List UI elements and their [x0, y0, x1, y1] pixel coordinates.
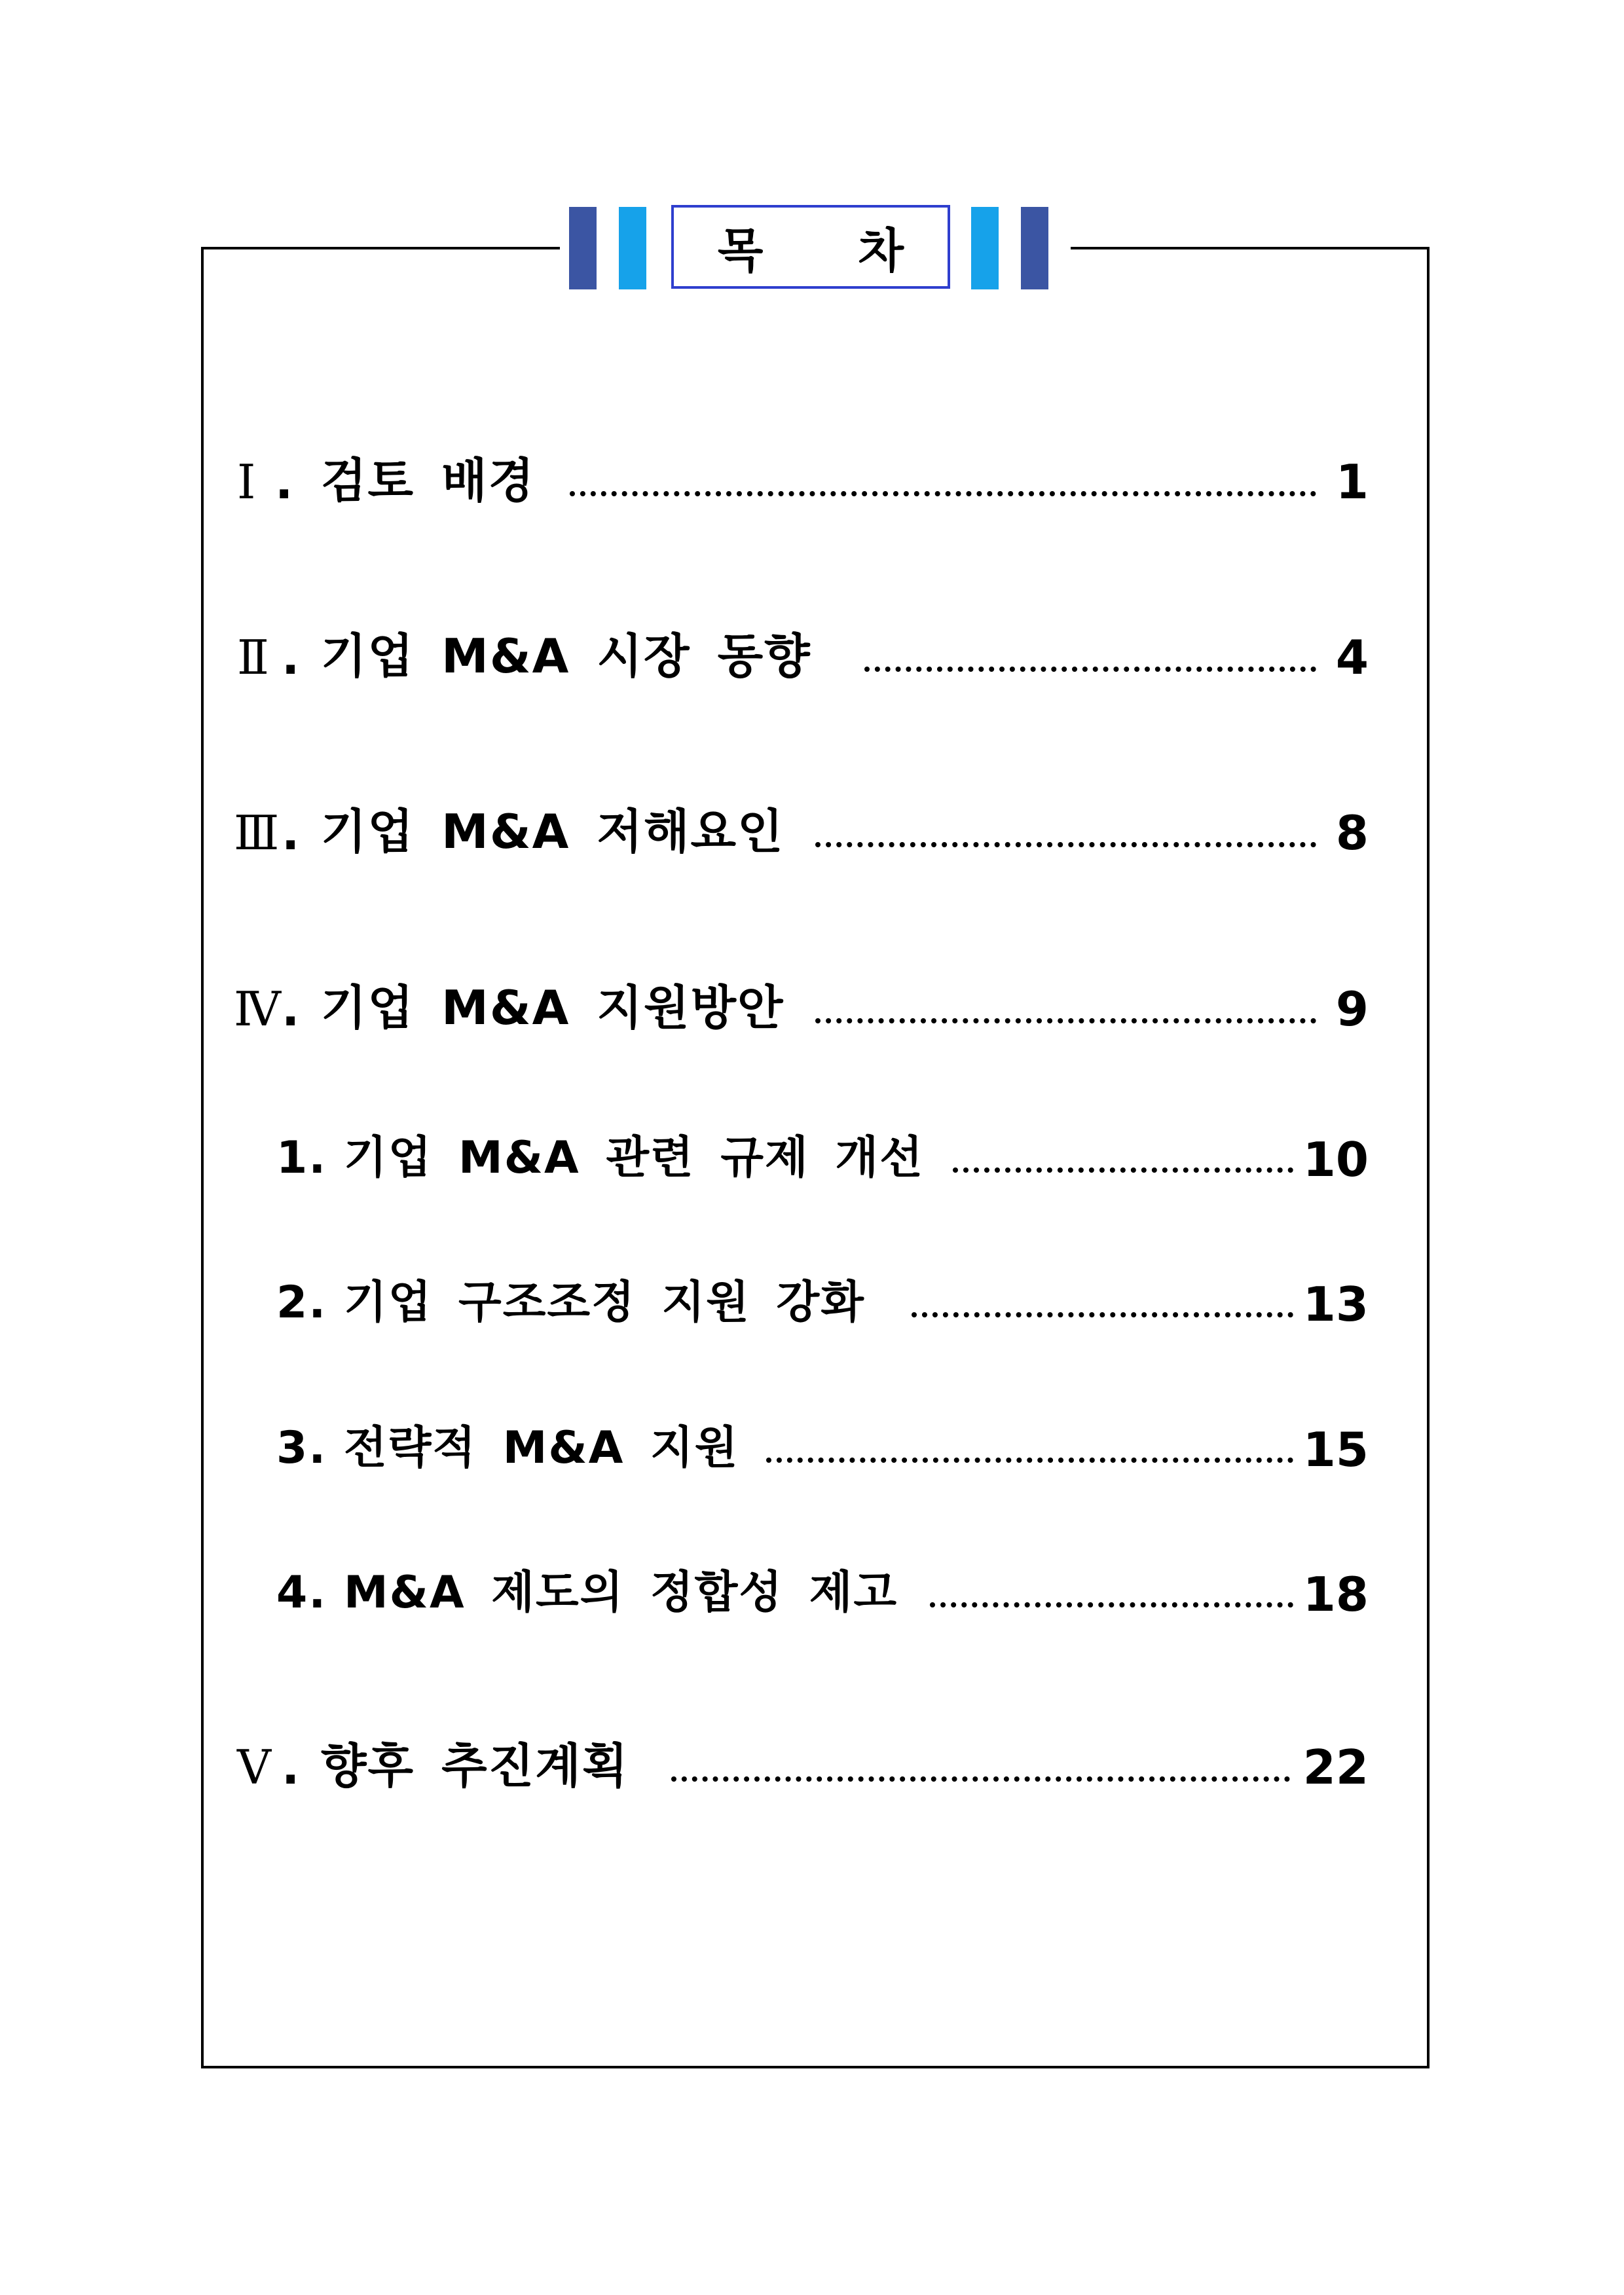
toc-page: 9: [1335, 982, 1369, 1037]
toc-label: 검토 배경: [321, 453, 536, 508]
toc-leader: [766, 1458, 1293, 1463]
toc-leader: [570, 491, 1316, 496]
toc-title: 목 차: [671, 205, 950, 289]
title-bar-left-dark: [569, 207, 597, 289]
toc-separator: .: [282, 805, 300, 860]
toc-subitem-number: 3.: [276, 1422, 327, 1474]
toc-label: 전략적 M&A 지원: [344, 1422, 739, 1474]
toc-label: 기업 구조조정 지원 강화: [344, 1277, 865, 1329]
toc-subitem-number: 1.: [276, 1132, 327, 1184]
toc-subitem-number: 2.: [276, 1277, 327, 1329]
toc-page: 13: [1302, 1277, 1369, 1332]
toc-leader: [671, 1776, 1290, 1782]
toc-numeral: Ⅰ: [237, 454, 256, 509]
toc-page: 18: [1302, 1567, 1369, 1622]
toc-numeral: Ⅴ: [237, 1740, 271, 1795]
title-bar-right-light: [971, 207, 999, 289]
title-bar-right-dark: [1021, 207, 1048, 289]
toc-page: 22: [1302, 1740, 1369, 1795]
toc-page: 4: [1335, 630, 1369, 685]
toc-item-3[interactable]: [0, 803, 1624, 875]
toc-page: 1: [1335, 454, 1369, 509]
toc-separator: .: [275, 454, 293, 509]
toc-item-4[interactable]: [0, 979, 1624, 1051]
toc-numeral: Ⅱ: [237, 630, 269, 685]
toc-label: 기업 M&A 저해요인: [321, 804, 784, 859]
toc-subitem-number: 4.: [276, 1567, 327, 1619]
toc-subitem-2[interactable]: [0, 1274, 1624, 1346]
toc-label: 향후 추진계획: [321, 1738, 629, 1793]
toc-subitem-4[interactable]: [0, 1564, 1624, 1636]
title-bar-left-light: [619, 207, 646, 289]
toc-label: 기업 M&A 지원방안: [321, 980, 784, 1035]
toc-title-banner: [560, 203, 1071, 292]
toc-item-1[interactable]: [0, 452, 1624, 524]
toc-page: 15: [1302, 1422, 1369, 1477]
toc-label: 기업 M&A 시장 동향: [321, 629, 811, 684]
toc-label: M&A 제도의 정합성 제고: [344, 1567, 898, 1619]
toc-leader: [815, 1018, 1316, 1023]
toc-separator: .: [282, 630, 300, 685]
toc-numeral: Ⅲ: [234, 805, 280, 860]
toc-leader: [864, 667, 1316, 672]
toc-subitem-1[interactable]: [0, 1129, 1624, 1202]
toc-page: 10: [1302, 1132, 1369, 1187]
toc-item-5[interactable]: [0, 1737, 1624, 1809]
toc-page: 8: [1335, 805, 1369, 860]
toc-subitem-3[interactable]: [0, 1420, 1624, 1492]
toc-item-2[interactable]: [0, 627, 1624, 699]
toc-leader: [930, 1602, 1293, 1607]
toc-label: 기업 M&A 관련 규제 개선: [344, 1132, 924, 1184]
toc-leader: [815, 842, 1316, 847]
toc-separator: .: [282, 982, 300, 1037]
toc-leader: [953, 1167, 1293, 1173]
toc-separator: .: [282, 1740, 300, 1795]
toc-leader: [912, 1312, 1293, 1317]
toc-numeral: Ⅳ: [234, 982, 281, 1037]
